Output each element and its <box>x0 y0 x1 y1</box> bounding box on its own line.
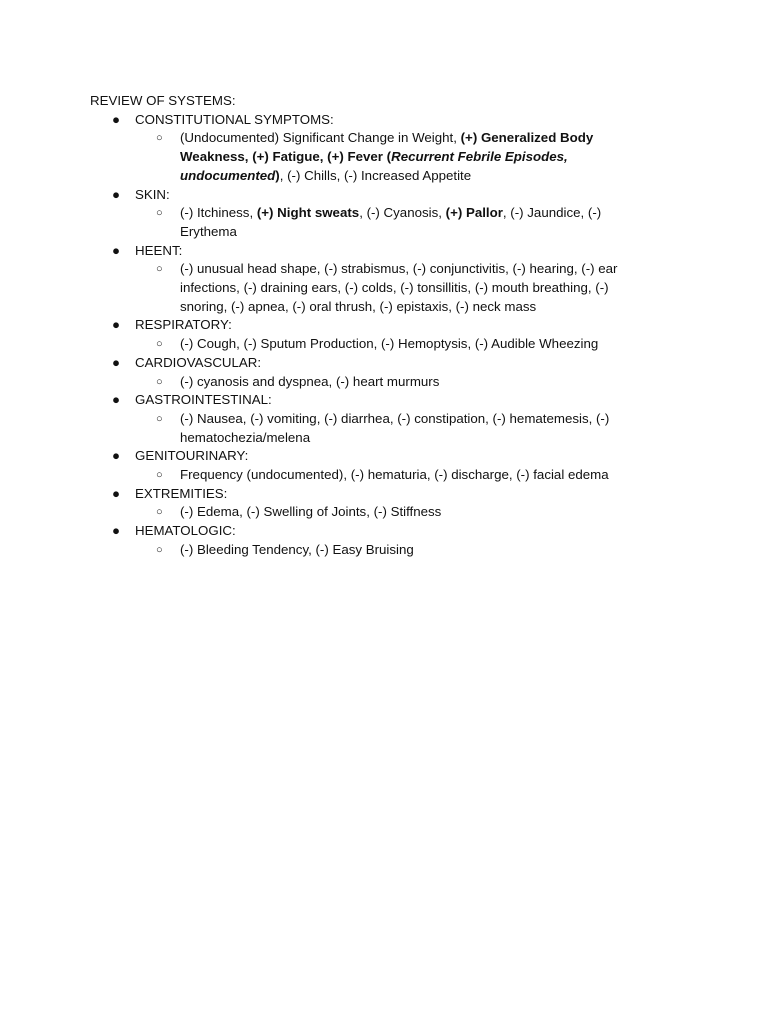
section-item <box>90 485 650 504</box>
review-of-systems <box>90 92 650 560</box>
section-list <box>90 111 650 560</box>
section-heading: HEENT: <box>135 242 183 258</box>
finding-text: (+) Night sweats <box>256 205 360 221</box>
bullet-filled-icon: ● <box>112 186 121 202</box>
section-item <box>90 354 650 373</box>
finding-text: (-) Edema, (-) Swelling of Joints, (-) Stiffness <box>180 504 442 520</box>
bullet-filled-icon: ● <box>112 111 121 127</box>
finding-text: (+) Generalized Body Weakness, (+) Fatigue, (+) Fever ( <box>180 130 594 165</box>
section-heading: SKIN: <box>135 186 170 202</box>
section-heading: HEMATOLOGIC: <box>135 523 236 539</box>
section-heading: GASTROINTESTINAL: <box>135 392 272 408</box>
finding-text: (Undocumented) Significant Change in Weight, <box>180 130 461 146</box>
bullet-filled-icon: ● <box>112 317 121 333</box>
bullet-hollow-icon: ○ <box>156 263 163 276</box>
section-item <box>90 522 650 541</box>
section-detail <box>90 503 650 522</box>
bullet-hollow-icon: ○ <box>156 375 163 388</box>
bullet-hollow-icon: ○ <box>156 412 163 425</box>
finding-text: Frequency (undocumented), (-) hematuria, (-) discharge, (-) facial edema <box>180 467 609 483</box>
section-detail <box>90 129 650 185</box>
section-detail <box>90 335 650 354</box>
finding-text: (-) Cough, (-) Sputum Production, (-) Hemoptysis, (-) Audible Wheezing <box>180 336 599 352</box>
finding-text: (-) Bleeding Tendency, (-) Easy Bruising <box>180 541 414 557</box>
bullet-filled-icon: ● <box>112 485 121 501</box>
section-heading: CARDIOVASCULAR: <box>135 354 262 370</box>
bullet-filled-icon: ● <box>112 448 121 464</box>
bullet-hollow-icon: ○ <box>156 469 163 482</box>
section-detail <box>90 541 650 560</box>
bullet-hollow-icon: ○ <box>156 543 163 556</box>
section-item <box>90 186 650 205</box>
bullet-hollow-icon: ○ <box>156 132 163 145</box>
section-item <box>90 316 650 335</box>
finding-text: , (-) Jaundice, (-) Erythema <box>180 205 602 239</box>
section-heading: EXTREMITIES: <box>135 485 228 501</box>
section-heading: GENITOURINARY: <box>135 448 249 464</box>
document-title: REVIEW OF SYSTEMS: <box>90 93 236 108</box>
finding-text: Recurrent Febrile Episodes, undocumented <box>180 149 568 183</box>
section-detail <box>90 260 650 316</box>
finding-text: (-) Nausea, (-) vomiting, (-) diarrhea, (-) constipation, (-) hematemesis, (-) hematochezia/melena <box>180 410 610 445</box>
section-item <box>90 111 650 130</box>
bullet-hollow-icon: ○ <box>156 506 163 519</box>
bullet-filled-icon: ● <box>112 242 121 258</box>
section-heading: CONSTITUTIONAL SYMPTOMS: <box>135 111 334 127</box>
bullet-hollow-icon: ○ <box>156 207 163 220</box>
finding-text: , (-) Chills, (-) Increased Appetite <box>279 167 472 183</box>
section-item <box>90 447 650 466</box>
bullet-filled-icon: ● <box>112 392 121 408</box>
bullet-filled-icon: ● <box>112 523 121 539</box>
finding-text: ) <box>275 167 280 183</box>
bullet-filled-icon: ● <box>112 354 121 370</box>
finding-text: , (-) Cyanosis, <box>359 205 446 221</box>
finding-text: (-) unusual head shape, (-) strabismus, (-) conjunctivitis, (-) hearing, (-) ear infections, (-) draining ears, (-) colds, (-) tonsillitis, (-) mouth breathing, (-) snoring, (-) apnea, (-) oral thrush, (-) epistaxis, (-) neck mass <box>180 261 618 314</box>
finding-text: (+) Pallor <box>445 205 503 221</box>
section-detail <box>90 373 650 392</box>
bullet-hollow-icon: ○ <box>156 338 163 351</box>
section-item <box>90 391 650 410</box>
section-detail <box>90 410 650 447</box>
section-detail <box>90 466 650 485</box>
finding-text: (-) cyanosis and dyspnea, (-) heart murmurs <box>180 373 440 389</box>
section-detail <box>90 204 650 241</box>
finding-text: (-) Itchiness, <box>180 205 257 221</box>
section-heading: RESPIRATORY: <box>135 317 232 333</box>
section-item <box>90 242 650 261</box>
